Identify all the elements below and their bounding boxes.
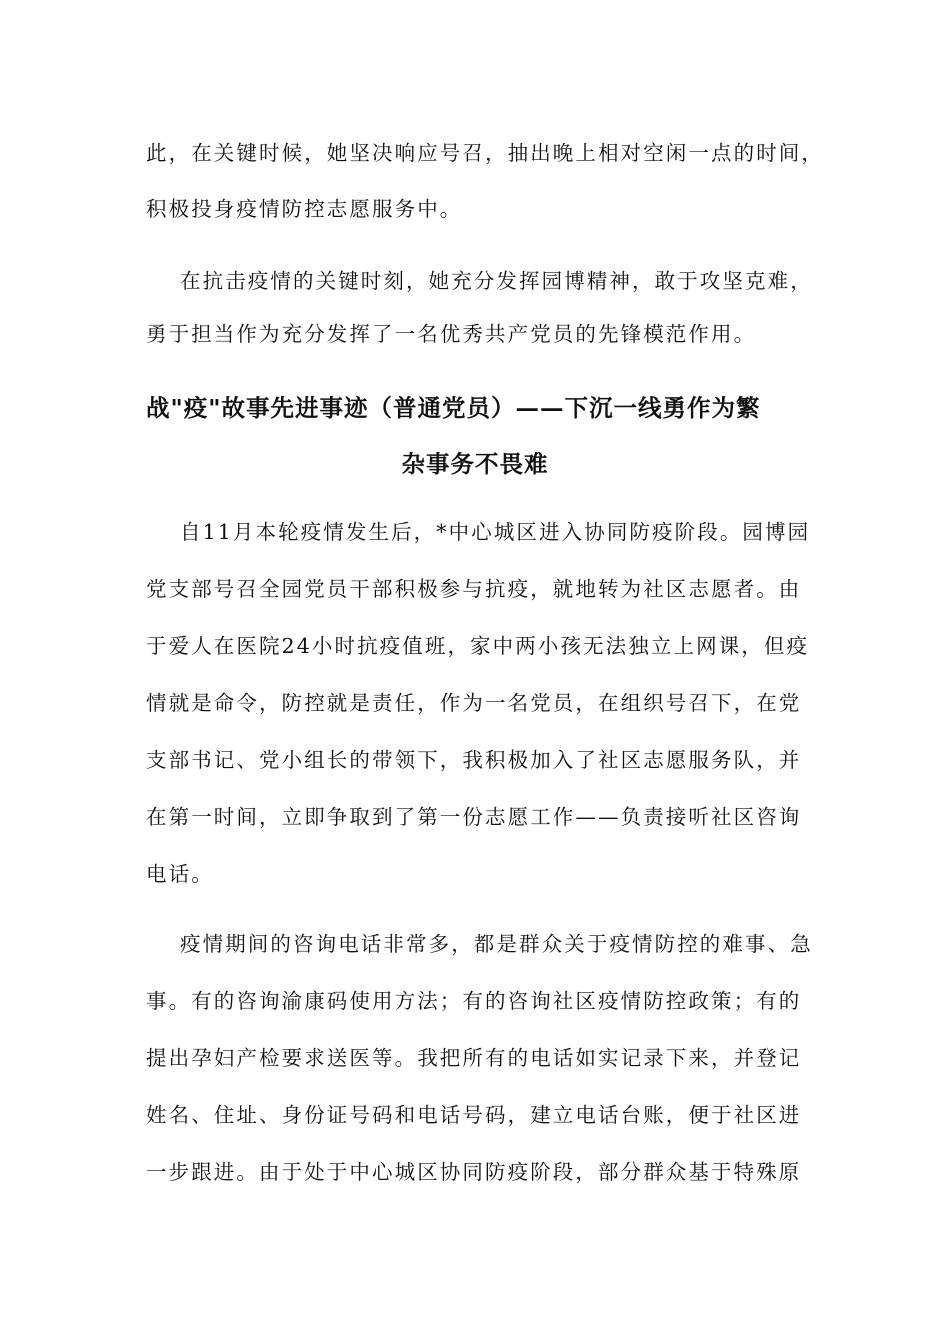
paragraph-1-line-2: 积极投身疫情防控志愿服务中。 xyxy=(146,197,463,221)
body-paragraph-1-line-1: 自11月本轮疫情发生后，*中心城区进入协同防疫阶段。园博园 xyxy=(180,520,811,544)
body-paragraph-1-line-5: 支部书记、党小组长的带领下，我积极加入了社区志愿服务队，并 xyxy=(146,748,802,772)
body-paragraph-1-line-2: 党支部号召全园党员干部积极参与抗疫，就地转为社区志愿者。由 xyxy=(146,577,802,601)
body-paragraph-1-line-4: 情就是命令，防控就是责任，作为一名党员，在组织号召下，在党 xyxy=(146,691,802,715)
section-heading-line-2: 杂事务不畏难 xyxy=(401,450,549,478)
paragraph-2-line-1: 在抗击疫情的关键时刻，她充分发挥园博精神，敢于攻坚克难， xyxy=(180,269,813,293)
paragraph-1-line-1: 此，在关键时候，她坚决响应号召，抽出晚上相对空闲一点的时间， xyxy=(146,141,824,165)
body-paragraph-1-line-3: 于爱人在医院24小时抗疫值班，家中两小孩无法独立上网课，但疫 xyxy=(146,634,810,658)
body-paragraph-1-line-7: 电话。 xyxy=(146,862,214,886)
body-paragraph-2-line-2: 事。有的咨询渝康码使用方法；有的咨询社区疫情防控政策；有的 xyxy=(146,989,802,1013)
body-paragraph-2-line-4: 姓名、住址、身份证号码和电话号码，建立电话台账，便于社区进 xyxy=(146,1103,802,1127)
body-paragraph-2-line-5: 一步跟进。由于处于中心城区协同防疫阶段，部分群众基于特殊原 xyxy=(146,1160,802,1184)
section-heading-line-1: 战"疫"故事先进事迹（普通党员）——下沉一线勇作为繁 xyxy=(146,394,761,422)
body-paragraph-1-line-6: 在第一时间，立即争取到了第一份志愿工作——负责接听社区咨询 xyxy=(146,805,802,829)
body-paragraph-2-line-1: 疫情期间的咨询电话非常多，都是群众关于疫情防控的难事、急 xyxy=(180,932,813,956)
body-paragraph-2-line-3: 提出孕妇产检要求送医等。我把所有的电话如实记录下来，并登记 xyxy=(146,1046,802,1070)
paragraph-2-line-2: 勇于担当作为充分发挥了一名优秀共产党员的先锋模范作用。 xyxy=(146,322,757,346)
